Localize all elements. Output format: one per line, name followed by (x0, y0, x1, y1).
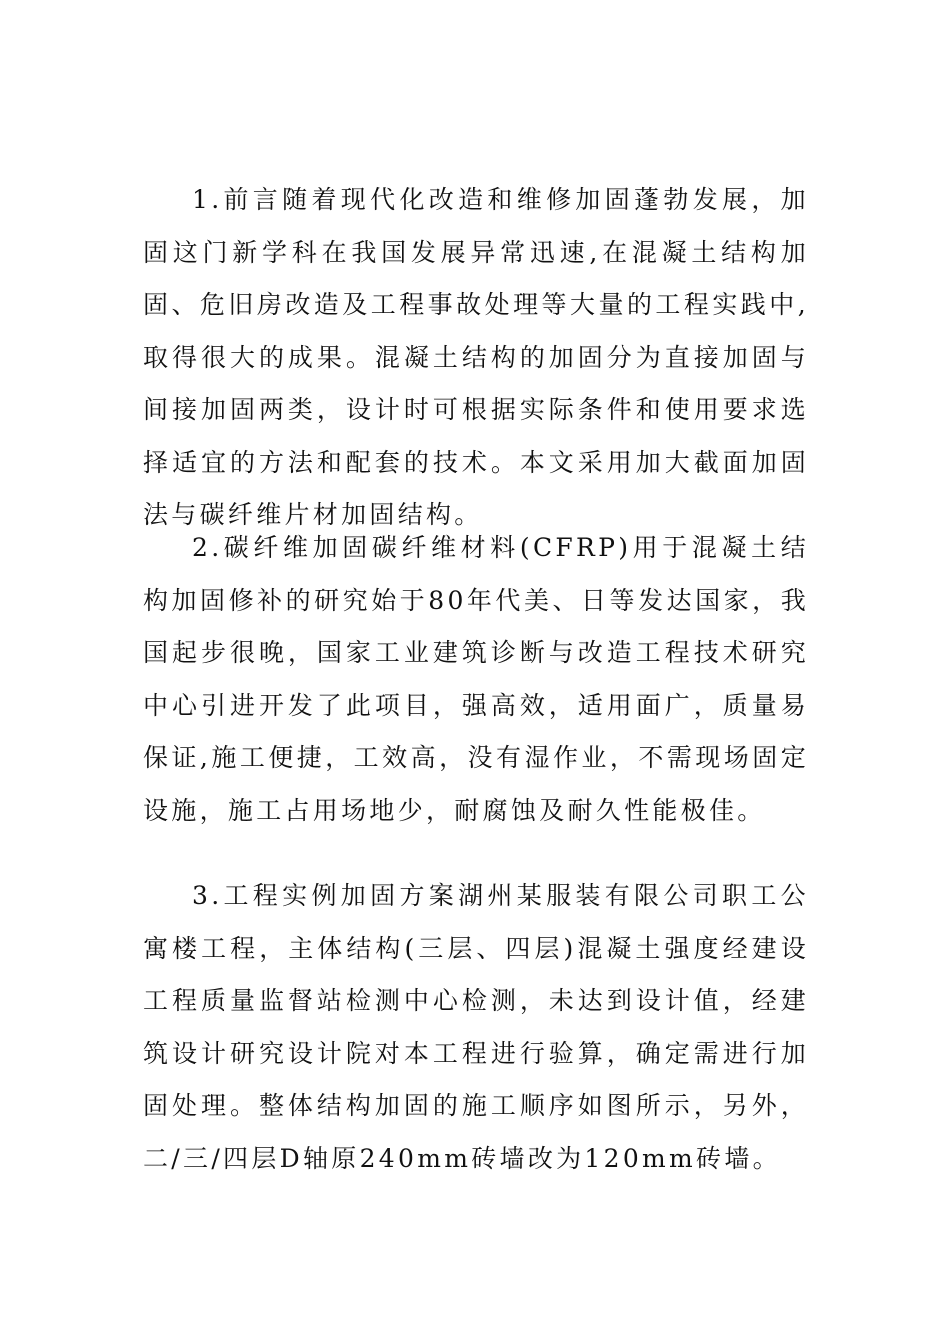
paragraph-introduction: 1.前言随着现代化改造和维修加固蓬勃发展，加固这门新学科在我国发展异常迅速,在混凝土结构加固、危旧房改造及工程事故处理等大量的工程实践中,取得很大的成果。混凝土结构的加固分为直接加固与间接加固两类，设计时可根据实际条件和使用要求选择适宜的方法和配套的技术。本文采用加大截面加固法与碳纤维片材加固结构。 (143, 185, 809, 529)
paragraph-carbon-fiber-reinforcement: 2.碳纤维加固碳纤维材料(CFRP)用于混凝土结构加固修补的研究始于80年代美、日等发达国家，我国起步很晚，国家工业建筑诊断与改造工程技术研究中心引进开发了此项目，强高效，适用面广，质量易保证,施工便捷，工效高，没有湿作业，不需现场固定设施，施工占用场地少，耐腐蚀及耐久性能极佳。 (143, 533, 809, 825)
paragraph-engineering-example: 3.工程实例加固方案湖州某服装有限公司职工公寓楼工程，主体结构(三层、四层)混凝土强度经建设工程质量监督站检测中心检测，未达到设计值，经建筑设计研究设计院对本工程进行验算，确定需进行加固处理。整体结构加固的施工顺序如图所示，另外，二/三/四层D轴原240mm砖墙改为120mm砖墙。 (143, 881, 809, 1173)
